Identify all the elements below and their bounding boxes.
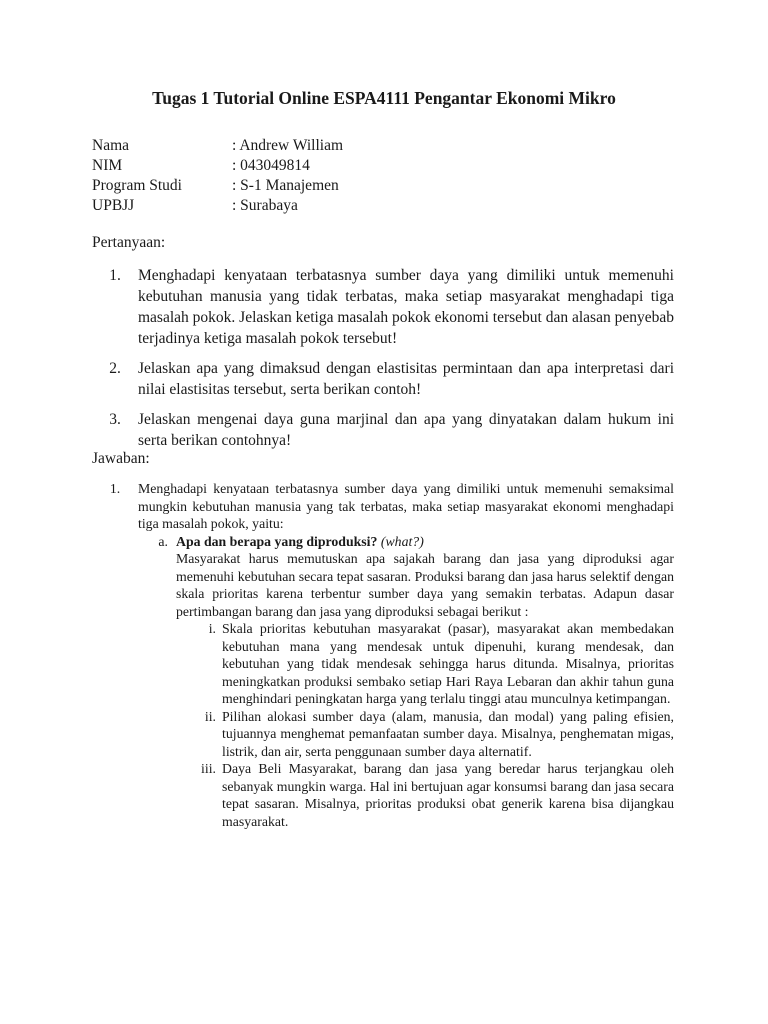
- answer-item: [92, 480, 674, 830]
- identity-value: : S-1 Manajemen: [232, 177, 339, 194]
- identity-row-upbjj: [92, 196, 343, 216]
- answers-heading: Jawaban:: [92, 450, 150, 467]
- identity-label: NIM: [92, 157, 123, 174]
- roman-item: [176, 708, 674, 761]
- answer-number: 1.: [109, 481, 121, 496]
- subpoint-paragraph: Masyarakat harus memutuskan apa sajakah barang dan jasa yang diproduksi agar memenuhi kebutuhan secara tepat sasaran. Produksi barang dan jasa harus selektif dengan skala prioritas karena terbentur sumber daya yang semakin terbatas. Adapun dasar pertimbangan barang dan jasa yang diproduksi sebagai berikut :: [176, 551, 674, 619]
- roman-item: [176, 620, 674, 708]
- subpoint-heading: [176, 533, 674, 551]
- answer-list: [92, 480, 674, 830]
- subpoint-marker: a.: [158, 533, 168, 549]
- subpoint-body: [176, 533, 674, 831]
- document-title: Tugas 1 Tutorial Online ESPA4111 Pengantar Ekonomi Mikro: [152, 88, 616, 108]
- question-item: [92, 358, 674, 400]
- subpoint-heading-note: (what?): [380, 533, 424, 549]
- identity-value: : Surabaya: [232, 197, 298, 214]
- identity-row-nama: [92, 136, 343, 156]
- question-number: 2.: [109, 360, 121, 377]
- roman-marker: iii.: [201, 761, 216, 776]
- question-list: [92, 265, 674, 451]
- subpoint-heading-text: Apa dan berapa yang diproduksi?: [176, 533, 378, 549]
- roman-marker: ii.: [204, 708, 216, 724]
- question-text: Jelaskan apa yang dimaksud dengan elastisitas permintaan dan apa interpretasi dari nilai elastisitas tersebut, serta berikan contoh!: [138, 360, 674, 398]
- question-item: [92, 409, 674, 451]
- roman-text: Pilihan alokasi sumber daya (alam, manusia, dan modal) yang paling efisien, tujuannya menghemat pemanfaatan sumber daya. Misalnya, penghematan migas, listrik, dan air, serta penggunaan sumber daya alternatif.: [222, 708, 674, 759]
- identity-value: : Andrew William: [232, 137, 344, 154]
- identity-row-nim: [92, 156, 343, 176]
- roman-item: [176, 760, 674, 830]
- question-text: Jelaskan mengenai daya guna marjinal dan apa yang dinyatakan dalam hukum ini serta berikan contohnya!: [138, 411, 674, 449]
- answer-intro: Menghadapi kenyataan terbatasnya sumber daya yang dimiliki untuk memenuhi semaksimal mungkin kebutuhan manusia yang tak terbatas, maka setiap masyarakat ekonomi menghadapi tiga masalah pokok, yaitu:: [138, 481, 674, 531]
- questions-heading: Pertanyaan:: [92, 234, 166, 251]
- identity-row-program-studi: [92, 176, 343, 196]
- question-number: 1.: [109, 267, 121, 284]
- identity-value: : 043049814: [232, 157, 310, 174]
- question-number: 3.: [109, 411, 121, 428]
- identity-block: [92, 136, 343, 216]
- identity-label: Program Studi: [92, 177, 182, 194]
- answer-subpoint: [138, 533, 674, 831]
- roman-text: Daya Beli Masyarakat, barang dan jasa yang beredar harus terjangkau oleh sebanyak mungkin warga. Hal ini bertujuan agar konsumsi barang dan jasa secara tepat sasaran. Misalnya, prioritas produksi obat generik karena bisa dijangkau masyarakat.: [222, 761, 674, 829]
- identity-label: UPBJJ: [92, 197, 135, 214]
- question-text: Menghadapi kenyataan terbatasnya sumber daya yang dimiliki untuk memenuhi kebutuhan manusia yang tidak terbatas, maka setiap masyarakat menghadapi tiga masalah pokok. Jelaskan ketiga masalah pokok ekonomi tersebut dan alasan penyebab terjadinya ketiga masalah pokok tersebut!: [138, 267, 674, 347]
- question-item: [92, 265, 674, 349]
- roman-text: Skala prioritas kebutuhan masyarakat (pasar), masyarakat akan membedakan kebutuhan mana yang mendesak untuk dipenuhi, kurang mendesak, dan kebutuhan yang tidak mendesak sehingga harus ditunda. Misalnya, prioritas meningkatkan produksi sembako setiap Hari Raya Lebaran dan akhir tahun guna menghindari peningkatan harga yang terlalu tinggi atau munculnya ketimpangan.: [222, 621, 674, 706]
- identity-label: Nama: [92, 137, 130, 154]
- roman-marker: i.: [208, 621, 216, 636]
- answer-content: [138, 480, 674, 830]
